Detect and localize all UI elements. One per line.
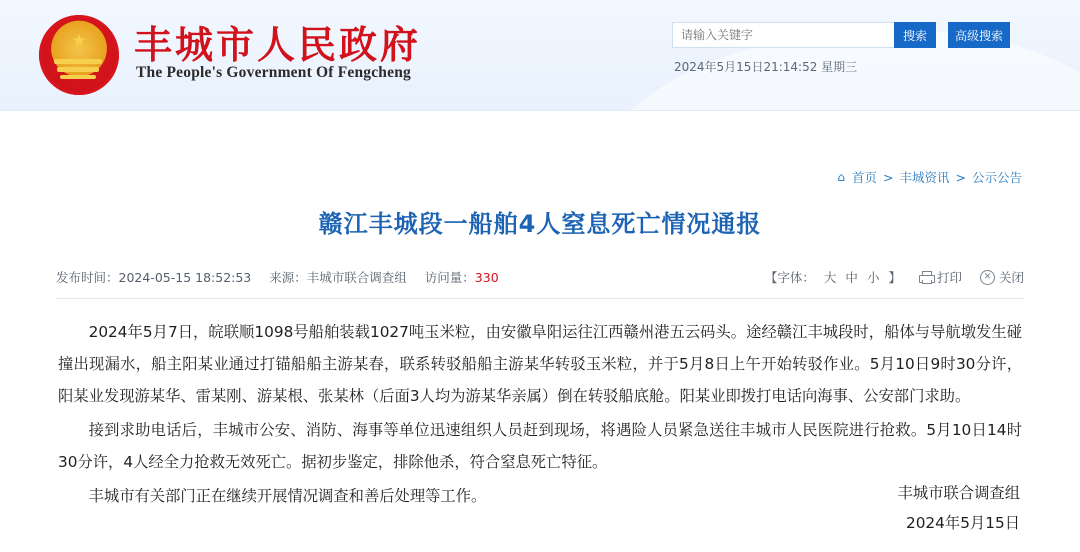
advanced-search-button[interactable]: 高级搜索: [948, 22, 1010, 48]
publish-time: 发布时间：2024-05-15 18:52:53: [56, 270, 252, 285]
article-signature: [898, 478, 1020, 538]
article-meta-right: [765, 268, 1024, 286]
page-title: 赣江丰城段一船舶4人窒息死亡情况通报: [318, 210, 762, 238]
font-label-right: 】: [888, 270, 901, 285]
breadcrumb-separator-2: >: [955, 169, 966, 185]
article-meta: [56, 268, 1024, 298]
view-count-value: 330: [474, 270, 499, 285]
emblem-star: ★: [71, 31, 87, 50]
emblem-bar-3: [60, 75, 96, 79]
article-meta-left: [56, 268, 499, 286]
print-label: 打印: [936, 270, 962, 285]
search-area: [672, 22, 1010, 48]
breadcrumb-separator-1: >: [883, 169, 894, 185]
signature-date: 2024年5月15日: [905, 514, 1020, 532]
breadcrumb: [837, 168, 1022, 186]
view-count-wrap: [425, 268, 499, 286]
close-button[interactable]: [980, 268, 1024, 286]
search-input[interactable]: [672, 22, 894, 48]
font-size-large[interactable]: 大: [823, 270, 837, 285]
article-paragraph: 2024年5月7日，皖联顺1098号船舶装载1027吨玉米粒，由安徽阜阳运往江西赣州港五云码头。途经赣江丰城段时，船体与导航墩发生碰撞出现漏水，船主阳某业通过打锚船船主游某春，联系转驳船船主游某华转驳玉米粒，并于5月8日上午开始转驳作业。5月10日9时30分许，阳某业发现游某华、雷某刚、游某根、张某林（后面3人均为游某华亲属）倒在转驳船底舱。阳某业即拨打电话向海事、公安部门求助。: [58, 323, 1022, 405]
meta-divider: [56, 298, 1024, 299]
close-label: 关闭: [998, 270, 1024, 285]
font-size-medium[interactable]: 中: [845, 270, 858, 285]
site-header: [0, 0, 1080, 111]
view-count-label: 访问量：: [424, 270, 475, 285]
breadcrumb-item-home[interactable]: 首页: [851, 170, 877, 185]
article-paragraph: 接到求助电话后，丰城市公安、消防、海事等单位迅速组织人员赶到现场，将遇险人员紧急送往丰城市人民医院进行抢救。5月10日14时30分许，4人经全力抢救无效死亡。据初步鉴定，排除他杀，符合窒息死亡特征。: [58, 421, 1022, 471]
emblem-circle: [39, 15, 119, 95]
emblem-bar-2: [57, 67, 99, 72]
print-button[interactable]: [919, 268, 962, 286]
breadcrumb-item-news[interactable]: 丰城资讯: [899, 170, 950, 185]
font-size-small[interactable]: 小: [866, 270, 880, 285]
gov-title: 丰城市人民政府: [134, 23, 422, 67]
close-icon: ✕: [980, 270, 995, 285]
article-source: 来源：丰城市联合调查组: [269, 270, 407, 285]
header-inner: [0, 0, 1080, 110]
printer-icon: [919, 271, 933, 283]
font-size-control: [765, 268, 901, 286]
emblem-bar-1: [54, 59, 102, 64]
article-body: [58, 316, 1022, 514]
search-button[interactable]: 搜索: [894, 22, 936, 48]
font-label-left: 【字体：: [764, 270, 815, 285]
signature-org: 丰城市联合调查组: [897, 484, 1020, 502]
current-datetime: 2024年5月15日21:14:52 星期三: [674, 60, 858, 74]
national-emblem-icon: [36, 12, 122, 98]
article-paragraph: 丰城市有关部门正在继续开展情况调查和善后处理等工作。: [88, 487, 487, 505]
home-icon: ⌂: [837, 170, 845, 184]
breadcrumb-item-announcements[interactable]: 公示公告: [971, 170, 1022, 185]
gov-subtitle: The People's Government Of Fengcheng: [136, 64, 411, 81]
